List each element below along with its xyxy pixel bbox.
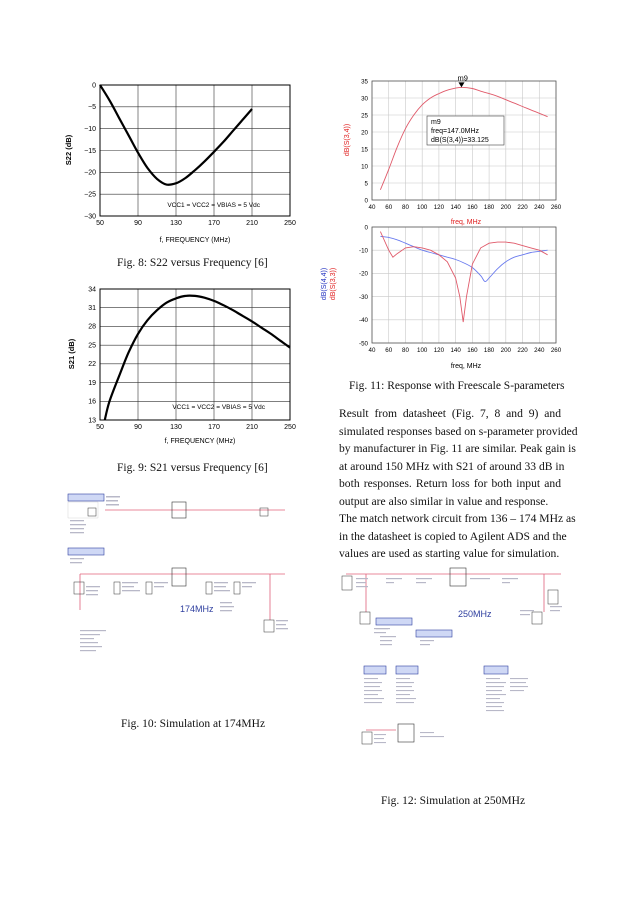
svg-text:dB(S(3,4))=33.125: dB(S(3,4))=33.125 — [431, 137, 489, 144]
fig8-ylabel: S22 (dB) — [64, 134, 73, 166]
fig11-top-ylabel: dB(S(3,4)) — [344, 123, 351, 157]
x-tick-label: 60 — [385, 347, 393, 354]
y-tick-label: 25 — [361, 112, 368, 120]
x-tick-label: 210 — [246, 424, 258, 431]
x-tick-label: 100 — [417, 347, 428, 354]
y-tick-label: −25 — [84, 191, 96, 199]
y-tick-label: −30 — [84, 213, 96, 221]
x-tick-label: 170 — [208, 424, 220, 431]
fig10-freq-label: 174MHz — [180, 604, 214, 614]
x-tick-label: 90 — [134, 220, 142, 227]
x-tick-label: 140 — [450, 347, 461, 354]
y-tick-label: 31 — [88, 305, 96, 313]
x-tick-label: 50 — [96, 424, 104, 431]
x-tick-label: 220 — [517, 204, 528, 211]
x-tick-label: 160 — [467, 204, 478, 211]
x-tick-label: 100 — [417, 204, 428, 211]
fig8-chart — [60, 70, 300, 250]
y-tick-label: 0 — [364, 197, 368, 205]
fig11-bottom-chart — [316, 222, 568, 380]
x-tick-label: 170 — [208, 220, 220, 227]
x-tick-label: 130 — [170, 220, 182, 227]
x-tick-label: 260 — [550, 204, 562, 211]
y-tick-label: -30 — [359, 293, 368, 301]
fig12-schematic — [336, 562, 568, 770]
fig9-chart — [60, 282, 300, 452]
fig11-bottom-ylabel-b: dB(S(3,3)) — [330, 267, 337, 301]
y-tick-label: 28 — [88, 323, 96, 331]
x-tick-label: 80 — [402, 204, 409, 211]
fig9-xlabel: f, FREQUENCY (MHz) — [164, 438, 236, 445]
y-tick-label: -50 — [359, 340, 368, 348]
y-tick-label: 22 — [88, 361, 96, 369]
y-tick-label: -20 — [359, 270, 368, 278]
y-tick-label: −10 — [84, 125, 96, 133]
y-tick-label: 20 — [361, 129, 368, 137]
fig11-marker-icon — [458, 82, 464, 87]
x-tick-label: 240 — [534, 347, 545, 354]
fig8-caption: Fig. 8: S22 versus Frequency [6] — [117, 257, 268, 269]
fig9-caption: Fig. 9: S21 versus Frequency [6] — [117, 462, 268, 474]
x-tick-label: 250 — [284, 424, 296, 431]
y-tick-label: 16 — [88, 398, 96, 406]
fig11-caption: Fig. 11: Response with Freescale S-parameters — [349, 380, 565, 392]
fig11-marker-box — [427, 116, 504, 145]
fig11-bottom-xlabel: freq, MHz — [450, 363, 482, 370]
y-tick-label: 5 — [364, 180, 368, 188]
x-tick-label: 140 — [450, 204, 461, 211]
x-tick-label: 120 — [433, 204, 445, 211]
y-tick-label: -40 — [359, 317, 368, 325]
y-tick-label: 15 — [361, 146, 368, 154]
y-tick-label: 19 — [88, 379, 96, 387]
svg-text:freq=147.0MHz: freq=147.0MHz — [431, 128, 480, 135]
fig10-caption: Fig. 10: Simulation at 174MHz — [121, 718, 266, 730]
y-tick-label: −15 — [84, 147, 96, 155]
fig8-xlabel: f, FREQUENCY (MHz) — [159, 237, 231, 244]
x-tick-label: 180 — [483, 347, 495, 354]
x-tick-label: 200 — [500, 347, 511, 354]
x-tick-label: 90 — [134, 424, 142, 431]
fig10-schematic — [60, 490, 300, 700]
paragraph-match-network: The match network circuit from 136 – 174 MHz as in the datasheet is copied to Agilent ADS and the values are used as starting value for simulation. — [339, 512, 576, 561]
x-tick-label: 130 — [170, 424, 182, 431]
y-tick-label: 25 — [88, 342, 96, 350]
fig11-marker-label: m9 — [457, 73, 468, 83]
fig8-condition: VCC1 = VCC2 = VBIAS = 5 Vdc — [167, 202, 260, 209]
svg-text:m9: m9 — [431, 119, 441, 126]
y-tick-label: -10 — [359, 247, 368, 255]
fig11-top-chart — [328, 72, 568, 232]
y-tick-label: 35 — [361, 78, 368, 86]
fig9-ylabel: S21 (dB) — [67, 338, 76, 370]
y-tick-label: −5 — [88, 104, 96, 112]
y-tick-label: 10 — [361, 163, 368, 171]
x-tick-label: 40 — [368, 347, 376, 354]
paragraph-results: Result from datasheet (Fig. 7, 8 and 9) and simulated responses based on s-parameter provided by manufacturer in Fig. 11 are similar. Peak gain is at around 150 MHz with S21 of around 33 dB in both responses. Return loss for both input and output are also similar in value and response. — [339, 407, 578, 508]
x-tick-label: 250 — [284, 220, 296, 227]
fig9-condition: VCC1 = VCC2 = VBIAS = 5 Vdc — [172, 404, 265, 411]
y-tick-label: 0 — [364, 224, 368, 232]
x-tick-label: 220 — [517, 347, 528, 354]
x-tick-label: 210 — [246, 220, 258, 227]
y-tick-label: 34 — [88, 286, 96, 294]
fig11-top-xlabel: freq, MHz — [450, 219, 482, 226]
y-tick-label: 0 — [92, 82, 96, 90]
y-tick-label: 13 — [88, 417, 96, 425]
y-tick-label: 30 — [361, 95, 368, 103]
x-tick-label: 40 — [368, 204, 376, 211]
x-tick-label: 160 — [467, 347, 478, 354]
x-tick-label: 60 — [385, 204, 393, 211]
x-tick-label: 260 — [550, 347, 562, 354]
x-tick-label: 180 — [483, 204, 495, 211]
x-tick-label: 120 — [433, 347, 445, 354]
y-tick-label: −20 — [84, 169, 96, 177]
fig12-caption: Fig. 12: Simulation at 250MHz — [381, 795, 526, 807]
fig12-freq-label: 250MHz — [458, 609, 492, 619]
x-tick-label: 50 — [96, 220, 104, 227]
x-tick-label: 240 — [534, 204, 545, 211]
fig11-bottom-ylabel-a: dB(S(4,4)) — [321, 267, 328, 301]
x-tick-label: 80 — [402, 347, 409, 354]
x-tick-label: 200 — [500, 204, 511, 211]
